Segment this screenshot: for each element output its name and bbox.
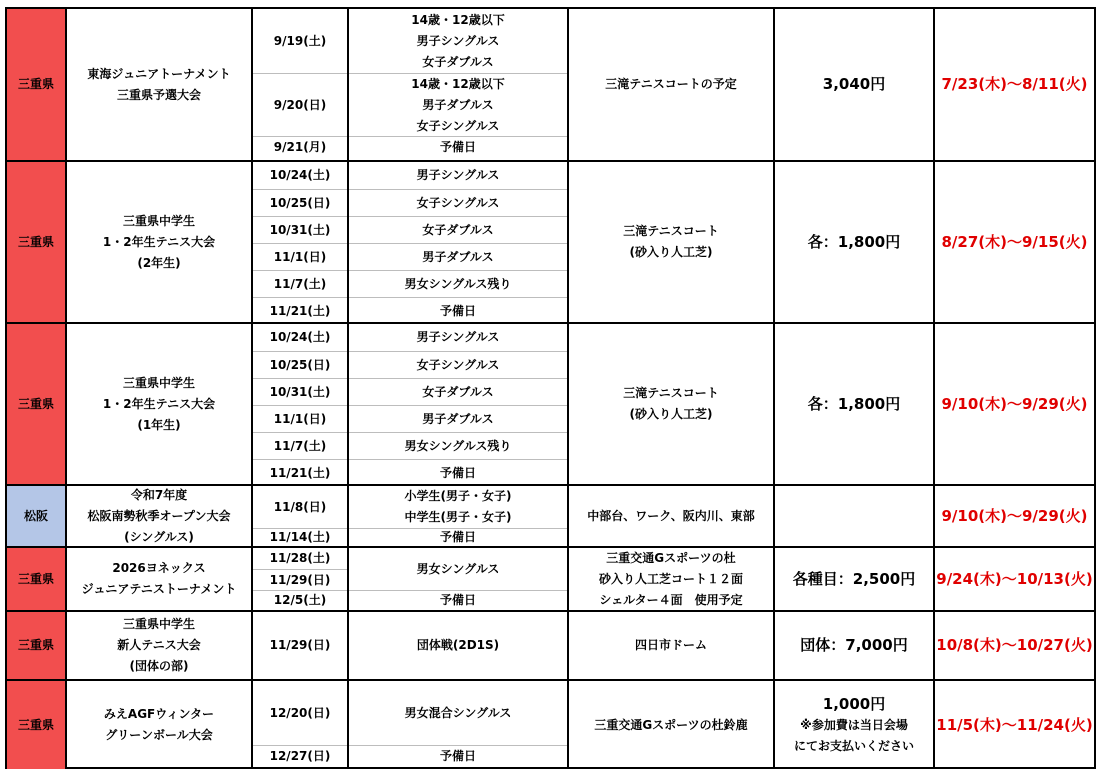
tournament-name-line: 三重県中学生	[122, 617, 195, 631]
date-cell	[253, 324, 347, 351]
event-text: 14歳・12歳以下	[411, 12, 505, 27]
event-text: 女子シングルス	[416, 195, 500, 210]
fee-cell	[775, 681, 935, 769]
date-text: 11/1(日)	[273, 249, 327, 264]
date-stack	[253, 162, 347, 322]
tournament-name-cell	[67, 548, 253, 610]
prefecture-cell	[7, 162, 67, 322]
tournament-name-line: 1・2年生テニス大会	[102, 234, 216, 249]
event-cell	[349, 548, 567, 590]
date-text: 10/25(日)	[269, 357, 331, 372]
event-text: 男子ダブルス	[422, 411, 494, 426]
tournament-name-lines	[117, 614, 201, 677]
fee-cell	[775, 612, 935, 679]
prefecture-label: 三重県	[17, 396, 54, 411]
events-cell	[349, 548, 569, 610]
venue-cell	[569, 548, 775, 610]
date-text: 11/7(土)	[273, 438, 327, 453]
date-text: 9/20(日)	[273, 97, 327, 112]
date-stack	[253, 324, 347, 484]
tournament-name-cell	[67, 612, 253, 679]
event-cell	[349, 9, 567, 73]
event-cell	[349, 459, 567, 486]
event-stack	[349, 9, 567, 160]
event-cell	[349, 681, 567, 745]
dates-cell	[253, 486, 349, 546]
tournament-name-cell	[67, 162, 253, 322]
event-cell	[349, 590, 567, 610]
dates-cell	[253, 548, 349, 610]
date-cell	[253, 216, 347, 243]
tournament-name-cell	[67, 324, 253, 484]
dates-cell	[253, 9, 349, 160]
event-text: 男子シングルス	[416, 33, 500, 48]
venue-lines	[623, 221, 719, 263]
venue-lines	[599, 548, 743, 611]
tournament-name-lines	[82, 558, 237, 600]
tournament-name-line: (シングルス)	[124, 529, 194, 544]
venue-line: 三滝テニスコートの予定	[605, 77, 737, 91]
date-cell	[253, 136, 347, 158]
date-text: 9/21(月)	[273, 140, 327, 154]
tournament-name-line: グリーンボール大会	[105, 728, 213, 742]
date-cell	[253, 378, 347, 405]
entry-period-cell	[935, 548, 1094, 610]
event-text: 団体戦(2D1S)	[416, 638, 500, 652]
fee-cell	[775, 324, 935, 484]
date-cell	[253, 459, 347, 486]
event-text: 男女シングルス残り	[404, 276, 512, 291]
date-text: 11/21(土)	[269, 303, 331, 318]
events-cell	[349, 324, 569, 484]
tournament-name-line: 三重県予選大会	[116, 87, 201, 102]
event-cell	[349, 162, 567, 189]
tournament-name-line: 三重県中学生	[122, 213, 195, 228]
venue-line: 三滝テニスコート	[623, 386, 719, 400]
venue-line: (砂入り人工芝)	[629, 245, 713, 259]
venue-cell	[569, 9, 775, 160]
date-cell	[253, 486, 347, 528]
tournament-name-line: 松阪南勢秋季オープン大会	[87, 508, 231, 523]
date-stack	[253, 486, 347, 546]
date-cell	[253, 189, 347, 216]
event-text: 男子ダブルス	[422, 249, 494, 264]
event-cell	[349, 243, 567, 270]
date-cell	[253, 405, 347, 432]
prefecture-cell	[7, 681, 67, 769]
event-cell	[349, 270, 567, 297]
venue-lines	[587, 506, 755, 527]
date-cell	[253, 432, 347, 459]
events-cell	[349, 681, 569, 769]
date-text: 10/31(土)	[269, 222, 331, 237]
date-text: 11/21(土)	[269, 465, 331, 480]
tournament-name-lines	[103, 211, 215, 274]
tournament-name-cell	[67, 486, 253, 546]
fee-line: 1,000円	[822, 694, 886, 713]
entry-period: 9/24(木)～10/13(火)	[936, 569, 1093, 588]
event-stack	[349, 324, 567, 484]
tournament-name-line: 三重県中学生	[122, 375, 195, 390]
tournament-name-line: 1・2年生テニス大会	[102, 396, 216, 411]
dates-cell	[253, 324, 349, 484]
prefecture-cell	[7, 9, 67, 160]
fee-line: にてお支払いください	[793, 738, 914, 753]
entry-period-cell	[935, 324, 1094, 484]
fee-line: 団体：7,000円	[800, 636, 908, 654]
venue-lines	[594, 715, 747, 736]
event-text: 女子ダブルス	[422, 384, 494, 399]
event-cell	[349, 378, 567, 405]
date-cell	[253, 612, 347, 679]
venue-cell	[569, 324, 775, 484]
date-stack	[253, 612, 347, 679]
fee-lines	[808, 232, 900, 253]
event-text: 中学生(男子・女子)	[404, 510, 512, 524]
venue-line: 四日市ドーム	[634, 638, 707, 652]
date-text: 12/5(土)	[273, 593, 327, 607]
events-cell	[349, 162, 569, 322]
venue-line: シェルター４面 使用予定	[599, 592, 743, 607]
event-stack	[349, 612, 567, 679]
tournament-name-lines	[87, 64, 230, 106]
entry-period: 7/23(木)～8/11(火)	[941, 75, 1088, 93]
date-text: 11/28(土)	[269, 551, 331, 565]
prefecture-label: 三重県	[17, 638, 54, 652]
prefecture-label: 三重県	[17, 234, 54, 249]
tournament-row	[7, 681, 1094, 769]
entry-period-cell	[935, 9, 1094, 160]
prefecture-cell	[7, 324, 67, 484]
tournament-name-lines	[103, 373, 215, 436]
date-cell	[253, 73, 347, 136]
venue-cell	[569, 162, 775, 322]
date-stack	[253, 681, 347, 769]
tournament-name-lines	[88, 485, 231, 548]
tournament-name-line: (2年生)	[137, 255, 181, 270]
event-text: 予備日	[439, 530, 476, 544]
event-text: 女子シングルス	[416, 357, 500, 372]
fee-line: 各：1,800円	[807, 394, 901, 413]
date-text: 11/14(土)	[269, 530, 331, 544]
dates-cell	[253, 162, 349, 322]
event-cell	[349, 351, 567, 378]
dates-cell	[253, 612, 349, 679]
tournament-row	[7, 324, 1094, 486]
date-text: 11/29(日)	[269, 572, 331, 587]
event-text: 予備日	[439, 303, 476, 318]
fee-cell	[775, 548, 935, 610]
event-text: 14歳・12歳以下	[411, 76, 505, 91]
fee-line: 各：1,800円	[807, 232, 901, 251]
tournament-name-cell	[67, 681, 253, 769]
event-cell	[349, 486, 567, 528]
date-cell	[253, 569, 347, 590]
tournament-name-line: 2026ヨネックス	[112, 561, 206, 575]
event-stack	[349, 681, 567, 769]
event-stack	[349, 548, 567, 610]
event-cell	[349, 136, 567, 158]
date-cell	[253, 548, 347, 569]
tournament-name-line: ジュニアテニストーナメント	[81, 582, 237, 596]
event-text: 男子シングルス	[416, 330, 500, 344]
fee-line: 3,040円	[822, 75, 886, 93]
date-cell	[253, 243, 347, 270]
events-cell	[349, 486, 569, 546]
tournament-row	[7, 9, 1094, 162]
venue-lines	[623, 383, 719, 425]
prefecture-label: 三重県	[17, 77, 54, 91]
dates-cell	[253, 681, 349, 769]
entry-period: 9/10(木)～9/29(火)	[941, 506, 1088, 525]
tournament-name-line: (1年生)	[137, 417, 181, 432]
event-text: 小学生(男子・女子)	[404, 489, 512, 503]
tournament-name-line: 東海ジュニアトーナメント	[87, 66, 231, 81]
event-cell	[349, 432, 567, 459]
date-cell	[253, 9, 347, 73]
event-text: 女子ダブルス	[422, 54, 494, 69]
event-cell	[349, 324, 567, 351]
event-cell	[349, 189, 567, 216]
entry-period-cell	[935, 486, 1094, 546]
event-text: 男女混合シングルス	[404, 705, 512, 720]
prefecture-label: 三重県	[17, 571, 54, 586]
event-text: 男女シングルス	[416, 561, 500, 576]
event-text: 男子ダブルス	[422, 97, 494, 112]
venue-cell	[569, 681, 775, 769]
entry-period: 8/27(木)～9/15(火)	[941, 232, 1088, 251]
venue-cell	[569, 486, 775, 546]
date-text: 10/31(土)	[269, 384, 331, 399]
fee-lines	[800, 635, 907, 656]
date-text: 10/24(土)	[269, 330, 331, 344]
event-cell	[349, 73, 567, 136]
date-cell	[253, 745, 347, 767]
event-text: 予備日	[439, 465, 476, 480]
date-cell	[253, 297, 347, 324]
event-text: 予備日	[439, 593, 476, 607]
tournament-name-line: (団体の部)	[129, 659, 189, 673]
venue-line: 砂入り人工芝コート１２面	[598, 571, 743, 586]
date-text: 12/20(日)	[269, 705, 331, 720]
venue-line: 中部台、ワーク、阪内川、東部	[587, 508, 755, 523]
events-cell	[349, 9, 569, 160]
event-text: 男女シングルス残り	[404, 438, 512, 453]
events-cell	[349, 612, 569, 679]
date-text: 11/29(日)	[269, 638, 331, 652]
tournament-schedule-table	[5, 7, 1096, 769]
event-text: 男子シングルス	[416, 168, 500, 182]
date-text: 11/1(日)	[273, 411, 327, 426]
venue-line: 三重交通Gスポーツの杜鈴鹿	[594, 717, 748, 732]
event-cell	[349, 528, 567, 546]
date-text: 11/7(土)	[273, 276, 327, 291]
fee-cell	[775, 486, 935, 546]
tournament-name-line: 令和7年度	[130, 487, 188, 502]
venue-line: (砂入り人工芝)	[629, 407, 713, 421]
fee-lines	[794, 694, 914, 757]
date-cell	[253, 162, 347, 189]
fee-line: ※参加費は当日会場	[800, 717, 908, 732]
event-text: 予備日	[439, 749, 476, 763]
event-cell	[349, 216, 567, 243]
date-text: 12/27(日)	[269, 749, 331, 763]
fee-lines	[823, 74, 885, 95]
prefecture-cell	[7, 612, 67, 679]
date-text: 9/19(土)	[273, 33, 327, 48]
date-text: 10/25(日)	[269, 195, 331, 210]
entry-period-cell	[935, 681, 1094, 769]
date-stack	[253, 9, 347, 160]
tournament-row	[7, 486, 1094, 548]
fee-lines	[793, 569, 915, 590]
event-cell	[349, 745, 567, 767]
venue-line: 三滝テニスコート	[623, 224, 719, 238]
date-cell	[253, 681, 347, 745]
venue-lines	[605, 74, 737, 95]
prefecture-cell	[7, 548, 67, 610]
prefecture-label: 三重県	[17, 717, 54, 732]
entry-period-cell	[935, 162, 1094, 322]
venue-line: 三重交通Gスポーツの杜	[606, 550, 736, 565]
tournament-name-cell	[67, 9, 253, 160]
tournament-name-line: 新人テニス大会	[117, 638, 201, 652]
tournament-name-lines	[104, 704, 214, 746]
entry-period: 10/8(木)～10/27(火)	[936, 636, 1093, 654]
tournament-name-line: みえAGFウィンター	[103, 707, 215, 721]
date-cell	[253, 528, 347, 546]
event-stack	[349, 486, 567, 546]
date-text: 10/24(土)	[269, 168, 331, 182]
event-text: 予備日	[439, 140, 476, 154]
fee-line: 各種目：2,500円	[792, 569, 916, 588]
entry-period: 9/10(木)～9/29(火)	[941, 394, 1088, 413]
venue-lines	[635, 635, 707, 656]
event-cell	[349, 612, 567, 679]
date-cell	[253, 590, 347, 610]
entry-period-cell	[935, 612, 1094, 679]
fee-cell	[775, 9, 935, 160]
date-text: 11/8(日)	[273, 499, 327, 514]
fee-cell	[775, 162, 935, 322]
event-cell	[349, 297, 567, 324]
prefecture-cell	[7, 486, 67, 546]
venue-cell	[569, 612, 775, 679]
tournament-row	[7, 612, 1094, 681]
event-text: 女子ダブルス	[422, 222, 494, 237]
event-cell	[349, 405, 567, 432]
fee-lines	[808, 394, 900, 415]
entry-period: 11/5(木)～11/24(火)	[936, 715, 1093, 734]
event-stack	[349, 162, 567, 322]
date-cell	[253, 270, 347, 297]
event-text: 女子シングルス	[416, 118, 500, 133]
tournament-row	[7, 548, 1094, 612]
date-cell	[253, 351, 347, 378]
prefecture-label: 松阪	[23, 508, 48, 523]
date-stack	[253, 548, 347, 610]
tournament-row	[7, 162, 1094, 324]
